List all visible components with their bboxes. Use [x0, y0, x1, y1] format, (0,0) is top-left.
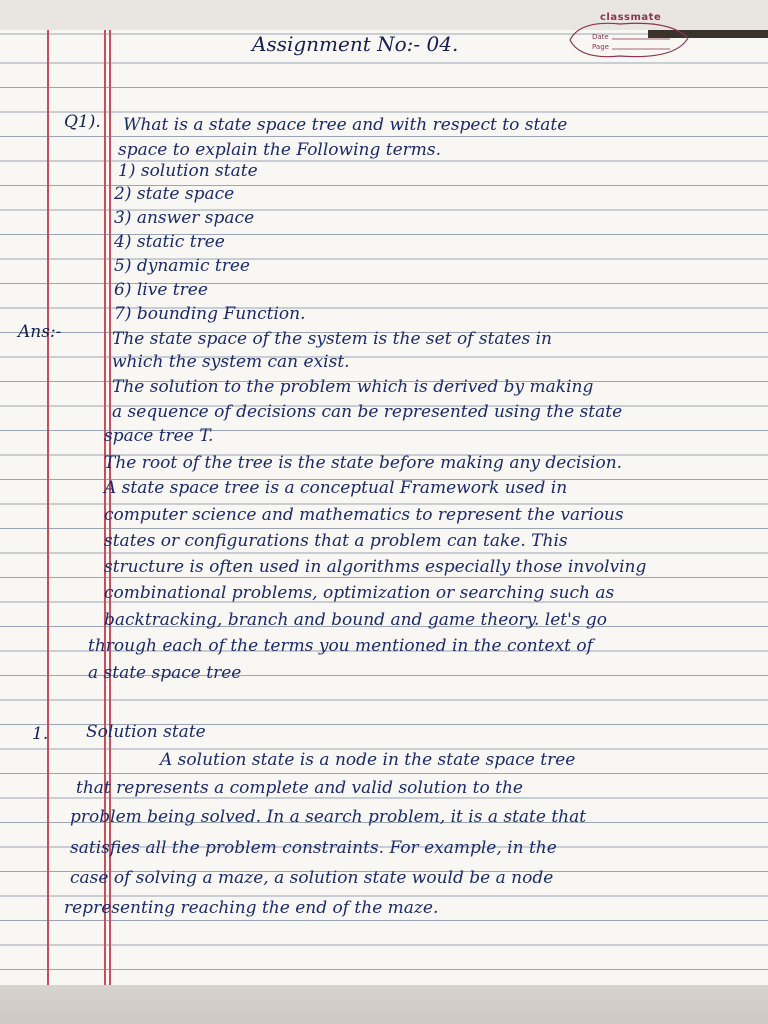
answer-line: a state space tree: [88, 663, 242, 683]
answer-line: The root of the tree is the state before making any decision.: [104, 453, 623, 473]
question-item: 6) live tree: [114, 280, 208, 300]
answer-line: backtracking, branch and bound and game theory. let's go: [104, 610, 608, 630]
page-label: Page: [592, 43, 609, 51]
brand-name: classmate: [600, 12, 662, 23]
answer-line: combinational problems, optimization or searching such as: [104, 583, 615, 603]
answer-line: which the system can exist.: [112, 352, 350, 372]
section-heading: Solution state: [86, 722, 206, 742]
question-item: 2) state space: [114, 184, 235, 204]
question-item: 5) dynamic tree: [114, 256, 250, 276]
answer-line: computer science and mathematics to represent the various: [104, 505, 624, 525]
answer-line: space tree T.: [104, 426, 214, 446]
question-line: What is a state space tree and with respect to state: [123, 115, 568, 135]
margin-line-outer: [47, 30, 49, 990]
question-item: 3) answer space: [114, 208, 255, 228]
section-line: satisfies all the problem constraints. For example, in the: [70, 838, 557, 858]
answer-label: Ans:-: [18, 322, 62, 342]
answer-line: states or configurations that a problem can take. This: [104, 531, 568, 551]
section-line: representing reaching the end of the maze.: [64, 898, 439, 918]
answer-line: The solution to the problem which is derived by making: [112, 377, 594, 397]
section-line: case of solving a maze, a solution state would be a node: [70, 868, 554, 888]
page-title: Assignment No:- 04.: [252, 32, 459, 56]
answer-line: A state space tree is a conceptual Framework used in: [104, 478, 568, 498]
section-line: that represents a complete and valid solution to the: [76, 778, 523, 798]
answer-line: through each of the terms you mentioned in the context of: [88, 636, 593, 656]
section-line: A solution state is a node in the state space tree: [160, 750, 576, 770]
question-line: space to explain the Following terms.: [118, 140, 442, 160]
section-line: problem being solved. In a search problem, it is a state that: [70, 807, 587, 827]
answer-line: structure is often used in algorithms especially those involving: [104, 557, 647, 577]
question-label: Q1).: [64, 112, 101, 132]
date-label: Date: [592, 33, 609, 41]
answer-line: The state space of the system is the set of states in: [112, 329, 552, 349]
question-item: 1) solution state: [118, 161, 258, 181]
answer-line: a sequence of decisions can be represented using the state: [112, 402, 623, 422]
section-number: 1.: [32, 724, 49, 744]
question-item: 7) bounding Function.: [114, 304, 306, 324]
question-item: 4) static tree: [114, 232, 225, 252]
page-bottom-edge: [0, 985, 768, 1024]
